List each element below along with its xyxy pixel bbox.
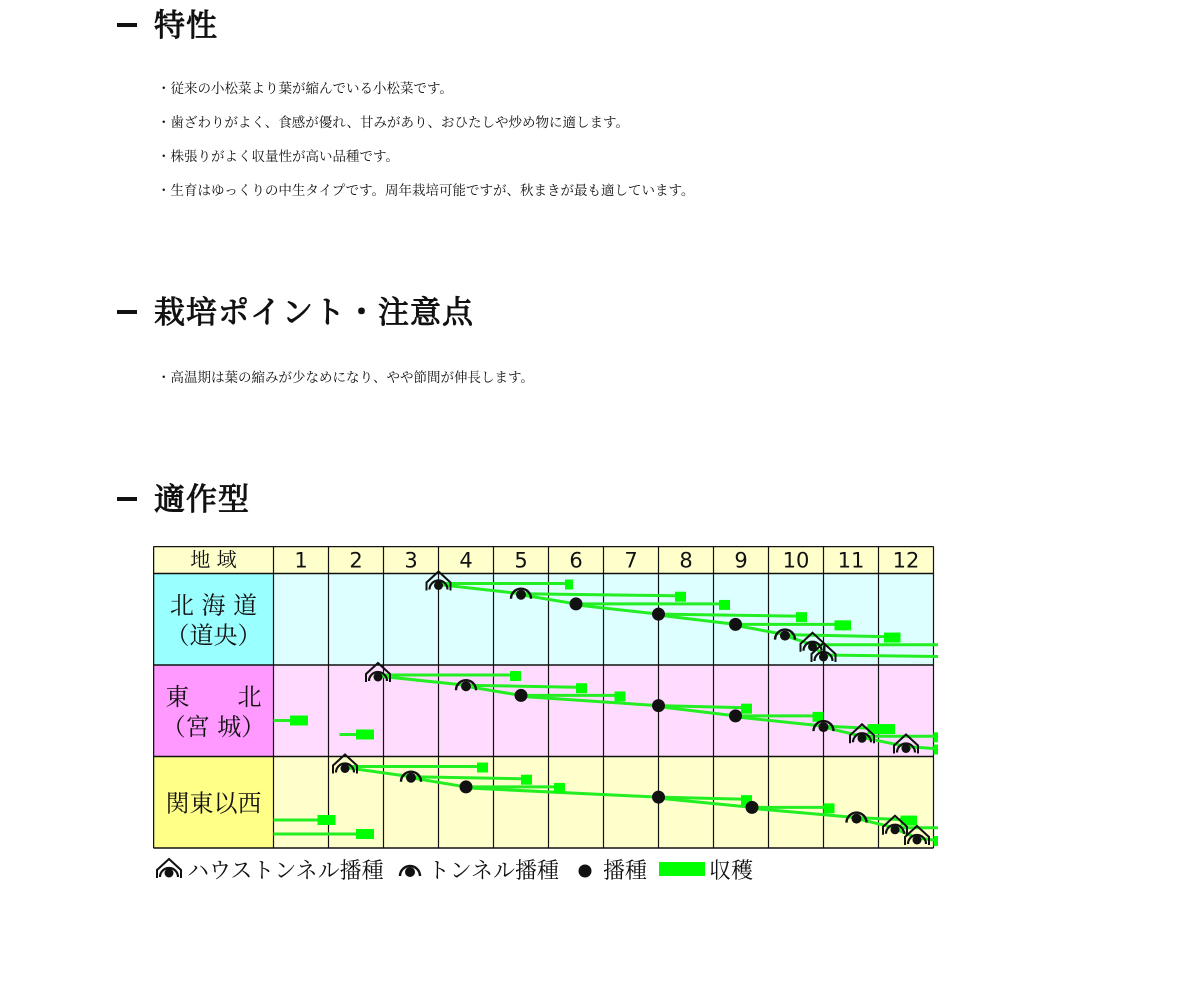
sowing-dot [405, 867, 415, 877]
harvest-mark [477, 763, 488, 773]
harvest-mark [934, 836, 939, 846]
harvest-mark [796, 612, 807, 622]
month-tick-label: 6 [569, 548, 583, 573]
sowing-dot [406, 773, 416, 783]
sowing-dot [652, 608, 665, 621]
sowing-dot [570, 597, 583, 610]
growth-line [659, 614, 797, 616]
sowing-dot [819, 653, 828, 662]
sowing-dot [729, 709, 742, 722]
sowing-dot [652, 791, 665, 804]
sowing-dot [434, 581, 443, 590]
legend-label: トンネル播種 [427, 858, 560, 884]
sowing-dot [341, 764, 350, 773]
open-sowing-marker [729, 709, 742, 722]
section-title-cropping: 適作型 [117, 480, 250, 520]
sowing-dot [891, 825, 900, 834]
section-title-features: 特性 [117, 6, 218, 46]
sowing-dot [516, 590, 526, 600]
harvest-mark [521, 775, 532, 785]
list-item: ・生育はゆっくりの中生タイプです。周年栽培可能ですが、秋まきが最も適しています。 [157, 183, 695, 199]
harvest-mark [719, 600, 730, 610]
list-item: ・歯ざわりがよく、食感が優れ、甘みがあり、おひたしや炒め物に適します。 [157, 115, 629, 131]
sowing-dot [460, 780, 473, 793]
legend-label: 収穫 [709, 858, 754, 884]
harvest-mark [510, 671, 521, 681]
open-sowing-marker [570, 597, 583, 610]
sowing-dot [461, 681, 471, 691]
harvest-mark [824, 803, 835, 813]
open-sowing-marker [652, 791, 665, 804]
tunnel-marker [400, 866, 420, 877]
list-item: ・高温期は葉の縮みが少なめになり、やや節間が伸長します。 [157, 370, 534, 386]
open-sowing-marker [515, 689, 528, 702]
harvest-swatch [659, 862, 705, 876]
tunnel-icon [394, 854, 426, 884]
harvest-mark [934, 732, 939, 742]
legend-item-tunnel [394, 854, 559, 885]
section-title-points: 栽培ポイント・注意点 [117, 293, 474, 333]
month-tick-label: 12 [892, 548, 920, 573]
sowing-dot [858, 734, 867, 743]
sowing-dot [746, 801, 759, 814]
sowing-dot [374, 673, 383, 682]
open-sowing-marker [652, 699, 665, 712]
harvest-mark [565, 580, 573, 590]
growth-line [785, 635, 884, 637]
month-tick-label: 5 [514, 548, 528, 573]
chart-header-bg [154, 547, 934, 574]
legend-label: 播種 [603, 858, 648, 884]
growth-line [824, 655, 939, 657]
sowing-dot [852, 814, 862, 824]
harvest-mark [356, 829, 374, 839]
open-sowing-marker [460, 780, 473, 793]
harvest-mark [576, 683, 587, 693]
sowing-dot [819, 722, 829, 732]
sowing-dot [515, 689, 528, 702]
points-list [157, 361, 534, 395]
dash-icon [117, 23, 137, 27]
chart-legend [153, 852, 763, 886]
list-item: ・株張りがよく収量性が高い品種です。 [157, 149, 399, 165]
region-label: 東 北 [165, 683, 262, 711]
sowing-dot [913, 836, 922, 845]
growth-line [466, 685, 576, 687]
sowing-dot [780, 631, 790, 641]
month-tick-label: 2 [349, 548, 363, 573]
legend-label: ハウストンネル播種 [187, 858, 384, 884]
month-tick-label: 4 [459, 548, 473, 573]
open-sowing-marker [729, 618, 742, 631]
month-tick-label: 10 [782, 548, 810, 573]
harvest-mark [290, 716, 308, 726]
sowing-dot [652, 699, 665, 712]
growth-line [521, 594, 675, 596]
harvest-mark [835, 620, 852, 630]
legend-item-harvest [657, 854, 753, 885]
sowing-dot [165, 869, 174, 878]
month-tick-label: 11 [837, 548, 865, 573]
month-tick-label: 8 [679, 548, 693, 573]
legend-item-house [153, 854, 384, 885]
features-list [157, 72, 694, 208]
month-tick-label: 3 [404, 548, 418, 573]
harvest-mark [554, 783, 565, 793]
month-tick-label: 7 [624, 548, 638, 573]
list-item: ・従来の小松菜より葉が縮んでいる小松菜です。 [157, 81, 453, 97]
month-tick-label: 9 [734, 548, 748, 573]
sowing-dot [579, 865, 592, 878]
open-marker [579, 865, 592, 878]
growth-line [411, 777, 521, 779]
harvest-mark [675, 592, 686, 602]
harvest-mark [356, 730, 374, 740]
open-sowing-marker [746, 801, 759, 814]
harvest-mark [318, 815, 336, 825]
dash-icon [117, 497, 137, 501]
house-icon [153, 854, 185, 884]
region-label: （道央） [165, 621, 262, 650]
month-tick-label: 1 [294, 548, 308, 573]
dash-icon [117, 310, 137, 314]
legend-item-open [569, 854, 647, 885]
region-label: 北 海 道 [169, 591, 258, 620]
sowing-dot [729, 618, 742, 631]
header-label: 地 域 [190, 547, 237, 572]
open-sowing-marker [652, 608, 665, 621]
harvest-mark [934, 745, 939, 755]
harvest-mark [884, 633, 901, 643]
harvest-icon [657, 859, 707, 879]
harvest-mark [741, 704, 752, 714]
house-marker [157, 859, 181, 878]
cropping-calendar-chart [153, 546, 938, 851]
open-icon [569, 854, 601, 884]
region-label: （宮 城） [161, 713, 266, 741]
harvest-mark [615, 691, 626, 701]
sowing-dot [902, 744, 911, 753]
region-label: 関東以西 [165, 789, 262, 818]
